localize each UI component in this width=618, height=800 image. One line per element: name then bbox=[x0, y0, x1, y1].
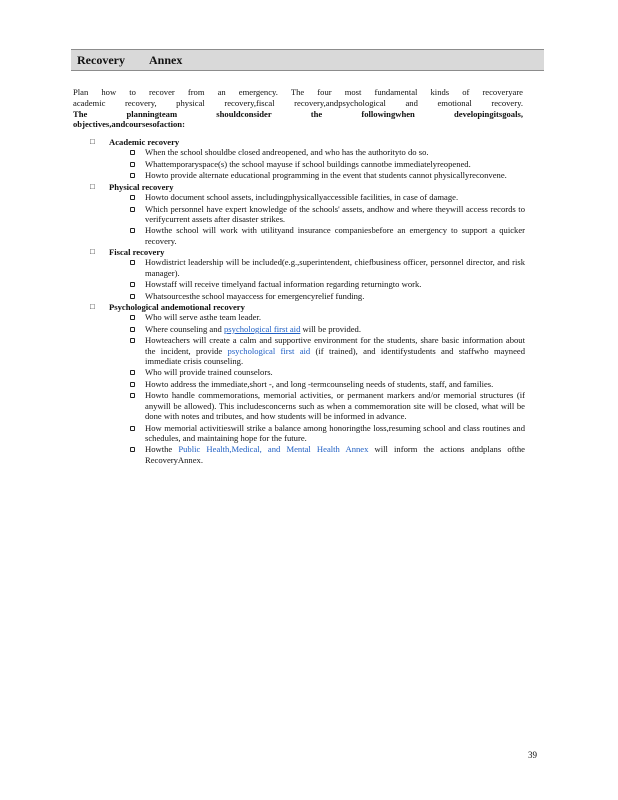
list-item-text: Howto address the immediate,short -, and long -termcounseling needs of students, staff, and families. bbox=[145, 378, 494, 389]
list-item-text: Whatsourcesthe school mayaccess for emergencyrelief funding. bbox=[145, 290, 365, 301]
hyperlink[interactable]: Public Health,Medical, and Mental Health Annex bbox=[178, 444, 369, 455]
list-item-text: Who will provide trained counselors. bbox=[145, 367, 273, 378]
list-item-text: Howthe Public Health,Medical, and Mental Health Annex will inform the actions andplans ofthe RecoveryAnnex. bbox=[145, 444, 525, 465]
list-item bbox=[73, 192, 533, 202]
square-bullet-icon bbox=[130, 195, 135, 200]
list-item bbox=[73, 147, 533, 157]
intro-line: academic recovery, physical recovery,fiscal recovery,andpsychological and emotional recovery. bbox=[73, 97, 523, 108]
section-header-bar bbox=[71, 49, 544, 71]
section-heading bbox=[73, 182, 533, 192]
intro-line: Plan how to recover from an emergency. The four most fundamental kinds of recoveryare bbox=[73, 87, 523, 97]
list-item-text: Howteachers will create a calm and supportive environment for the students, share basic information about the incident, provide psychological first aid (if trained), and identifystudents and staffwho mayneed immediate crisis counseling. bbox=[145, 335, 526, 366]
list-item bbox=[73, 257, 533, 278]
square-bullet-icon bbox=[130, 260, 135, 265]
list-item bbox=[73, 335, 533, 366]
list-item-text: Howdistrict leadership will be included(e.g.,superintendent, chiefbusiness officer, personnel director, and risk manager). bbox=[145, 257, 525, 278]
square-bullet-icon bbox=[130, 162, 135, 167]
header-title-left: Recovery bbox=[77, 53, 125, 67]
recovery-section bbox=[73, 247, 533, 301]
list-item bbox=[73, 170, 533, 180]
list-item bbox=[73, 390, 533, 421]
hyperlink[interactable]: psychological first aid bbox=[227, 345, 311, 356]
list-item bbox=[73, 324, 533, 334]
recovery-section bbox=[73, 182, 533, 246]
list-item bbox=[73, 225, 533, 246]
list-item bbox=[73, 423, 533, 444]
list-item bbox=[73, 444, 533, 465]
list-item-text: Whattemporaryspace(s) the school mayuse if school buildings cannotbe immediatelyreopened. bbox=[145, 158, 471, 169]
list-item-text: How memorial activitieswill strike a balance among honoringthe loss,resuming school and class routines and schedules, and maintaining hope for the future. bbox=[145, 422, 525, 443]
intro-paragraph bbox=[73, 87, 523, 130]
list-item bbox=[73, 291, 533, 301]
list-item bbox=[73, 379, 533, 389]
page-number: 39 bbox=[528, 750, 537, 760]
section-heading bbox=[73, 302, 533, 312]
square-bullet-icon bbox=[130, 173, 135, 178]
list-item-text: Howto handle commemorations, memorial activities, or permanent markers and/or memorial structures (if anywill be allowed). This includesconcerns such as when a commemoration site will be closed, what will be done with notes and tributes, and how students will be informed in advance. bbox=[145, 390, 525, 422]
recovery-section bbox=[73, 302, 533, 465]
square-bullet-icon bbox=[130, 282, 135, 287]
square-bullet-icon bbox=[130, 426, 135, 431]
section-bullet-icon: □ bbox=[90, 247, 95, 257]
section-bullet-icon: □ bbox=[90, 181, 95, 191]
section-item-list bbox=[73, 257, 533, 301]
section-heading bbox=[73, 247, 533, 257]
list-item-text: Where counseling and psychological first aid will be provided. bbox=[145, 323, 361, 334]
hyperlink[interactable]: psychological first aid bbox=[224, 323, 301, 334]
section-title: Academic recovery bbox=[109, 137, 180, 147]
list-item bbox=[73, 204, 533, 225]
square-bullet-icon bbox=[130, 447, 135, 452]
intro-line: The planningteam shouldconsider the followingwhen developingitsgoals, bbox=[73, 108, 523, 119]
section-title: Physical recovery bbox=[109, 181, 174, 192]
section-title: Fiscal recovery bbox=[109, 247, 165, 258]
square-bullet-icon bbox=[130, 315, 135, 320]
list-item-text: Which personnel have expert knowledge of the schools' assets, andhow and where theywill access records to verifycurrent assets after disaster strikes. bbox=[145, 203, 525, 224]
list-item bbox=[73, 279, 533, 289]
square-bullet-icon bbox=[130, 327, 135, 332]
header-title-right: Annex bbox=[149, 53, 183, 67]
square-bullet-icon bbox=[130, 228, 135, 233]
list-item-text: Howstaff will receive timelyand factual information regarding returningto work. bbox=[145, 279, 422, 290]
list-item-text: Howto document school assets, includingphysicallyaccessible facilities, in case of damage. bbox=[145, 192, 459, 203]
list-item bbox=[73, 312, 533, 322]
section-bullet-icon: □ bbox=[90, 302, 95, 312]
section-title: Psychological andemotional recovery bbox=[109, 302, 245, 313]
list-item bbox=[73, 159, 533, 169]
square-bullet-icon bbox=[130, 338, 135, 343]
square-bullet-icon bbox=[130, 294, 135, 299]
section-heading bbox=[73, 137, 533, 147]
intro-line: objectives,andcoursesofaction: bbox=[73, 119, 185, 130]
recovery-sections bbox=[73, 137, 533, 466]
section-bullet-icon: □ bbox=[90, 137, 95, 146]
list-item-text: Howto provide alternate educational programming in the event that students cannot physicallyreconvene. bbox=[145, 170, 507, 181]
square-bullet-icon bbox=[130, 370, 135, 375]
square-bullet-icon bbox=[130, 150, 135, 155]
section-item-list bbox=[73, 147, 533, 180]
list-item bbox=[73, 367, 533, 377]
recovery-section bbox=[73, 137, 533, 181]
section-item-list bbox=[73, 312, 533, 464]
square-bullet-icon bbox=[130, 382, 135, 387]
list-item-text: When the school shouldbe closed andreopened, and who has the authorityto do so. bbox=[145, 147, 429, 158]
section-item-list bbox=[73, 192, 533, 246]
square-bullet-icon bbox=[130, 393, 135, 398]
square-bullet-icon bbox=[130, 207, 135, 212]
list-item-text: Howthe school will work with utilityand insurance companiesbefore an emergency to support a quicker recovery. bbox=[145, 225, 525, 246]
list-item-text: Who will serve asthe team leader. bbox=[145, 312, 261, 323]
